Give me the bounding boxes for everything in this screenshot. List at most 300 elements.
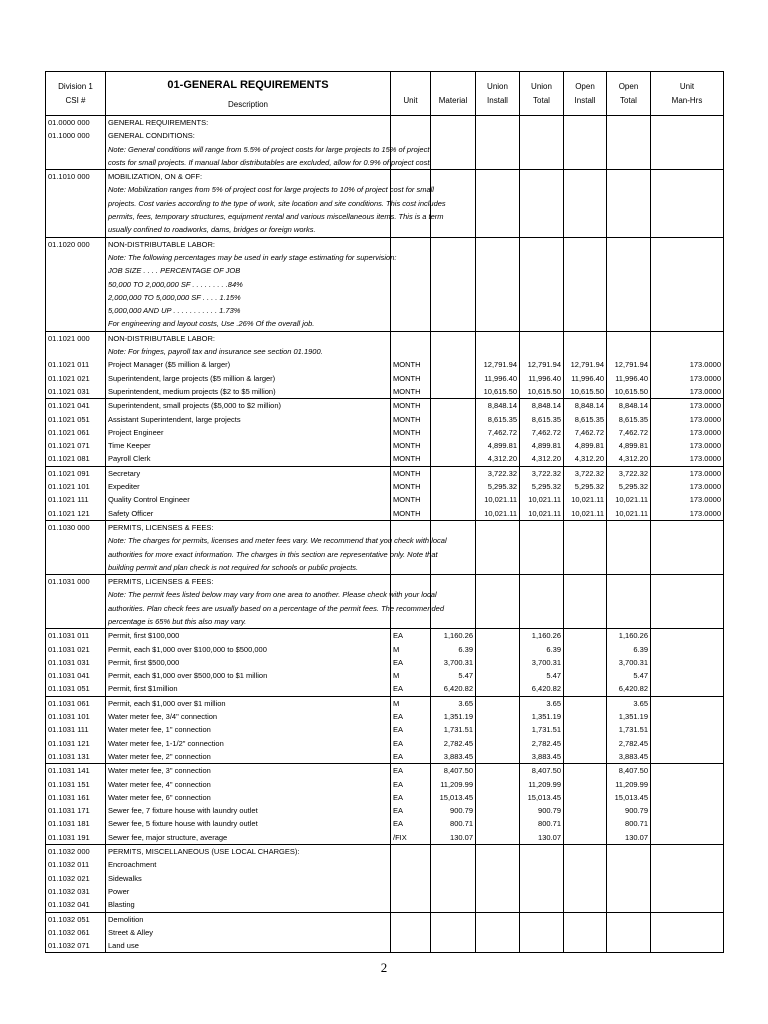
row-union-install bbox=[476, 845, 520, 859]
row-union-install bbox=[476, 251, 520, 264]
table-row bbox=[46, 493, 724, 506]
row-open-total: 5.47 bbox=[607, 669, 651, 682]
row-description: Sewer fee, major structure, average bbox=[106, 831, 391, 845]
table-row bbox=[46, 682, 724, 696]
row-csi: 01.1032 031 bbox=[46, 885, 106, 898]
row-material bbox=[431, 439, 476, 452]
row-open-install bbox=[564, 278, 607, 291]
row-csi: 01.1031 051 bbox=[46, 682, 106, 696]
row-unit bbox=[391, 520, 431, 534]
row-description: Demolition bbox=[106, 912, 391, 926]
row-material: 2,782.45 bbox=[431, 737, 476, 750]
row-union-total bbox=[520, 197, 564, 210]
row-open-install: 4,312.20 bbox=[564, 452, 607, 466]
row-description: Permit, first $100,000 bbox=[106, 629, 391, 643]
row-open-total bbox=[607, 304, 651, 317]
row-union-total: 15,013.45 bbox=[520, 791, 564, 804]
row-union-install: 10,615.50 bbox=[476, 385, 520, 399]
row-material: 1,160.26 bbox=[431, 629, 476, 643]
table-row bbox=[46, 439, 724, 452]
row-union-total bbox=[520, 210, 564, 223]
table-row bbox=[46, 778, 724, 791]
row-union-total bbox=[520, 304, 564, 317]
row-union-install bbox=[476, 317, 520, 331]
row-material: 15,013.45 bbox=[431, 791, 476, 804]
row-union-total: 12,791.94 bbox=[520, 358, 564, 371]
row-csi: 01.1032 061 bbox=[46, 926, 106, 939]
row-material bbox=[431, 116, 476, 130]
row-csi bbox=[46, 197, 106, 210]
row-material: 11,209.99 bbox=[431, 778, 476, 791]
row-union-install bbox=[476, 723, 520, 736]
row-man-hours bbox=[651, 615, 724, 629]
row-union-install bbox=[476, 682, 520, 696]
table-row bbox=[46, 939, 724, 953]
table-row bbox=[46, 210, 724, 223]
row-description: Expediter bbox=[106, 480, 391, 493]
row-unit bbox=[391, 926, 431, 939]
row-open-install: 10,021.11 bbox=[564, 507, 607, 521]
row-union-install: 8,848.14 bbox=[476, 399, 520, 413]
row-unit: EA bbox=[391, 791, 431, 804]
row-csi bbox=[46, 561, 106, 575]
row-csi: 01.1020 000 bbox=[46, 237, 106, 251]
table-row bbox=[46, 912, 724, 926]
row-man-hours bbox=[651, 223, 724, 237]
row-description: Note: The permit fees listed below may vary from one area to another. Please check with your local bbox=[106, 588, 391, 601]
row-man-hours bbox=[651, 143, 724, 156]
row-unit bbox=[391, 304, 431, 317]
row-man-hours bbox=[651, 912, 724, 926]
row-union-install bbox=[476, 858, 520, 871]
row-union-install bbox=[476, 778, 520, 791]
table-row bbox=[46, 385, 724, 399]
row-man-hours bbox=[651, 872, 724, 885]
row-csi: 01.1031 061 bbox=[46, 696, 106, 710]
table-row bbox=[46, 466, 724, 480]
row-union-total: 3,883.45 bbox=[520, 750, 564, 764]
row-unit: MONTH bbox=[391, 385, 431, 399]
row-open-install bbox=[564, 696, 607, 710]
row-union-total bbox=[520, 926, 564, 939]
row-csi: 01.1031 181 bbox=[46, 817, 106, 830]
row-csi bbox=[46, 183, 106, 196]
row-open-total bbox=[607, 143, 651, 156]
row-union-install bbox=[476, 197, 520, 210]
row-union-total: 1,160.26 bbox=[520, 629, 564, 643]
row-unit: EA bbox=[391, 817, 431, 830]
row-open-total bbox=[607, 291, 651, 304]
table-row bbox=[46, 426, 724, 439]
row-unit bbox=[391, 845, 431, 859]
row-union-total bbox=[520, 548, 564, 561]
row-union-install bbox=[476, 872, 520, 885]
row-material bbox=[431, 251, 476, 264]
row-unit: EA bbox=[391, 629, 431, 643]
row-unit: MONTH bbox=[391, 480, 431, 493]
row-open-total: 12,791.94 bbox=[607, 358, 651, 371]
row-open-install: 8,848.14 bbox=[564, 399, 607, 413]
row-man-hours bbox=[651, 251, 724, 264]
row-open-total: 1,731.51 bbox=[607, 723, 651, 736]
row-open-total bbox=[607, 197, 651, 210]
table-row bbox=[46, 372, 724, 385]
row-union-total: 10,021.11 bbox=[520, 507, 564, 521]
table-row bbox=[46, 129, 724, 142]
header-division: Division 1 CSI # bbox=[46, 72, 106, 116]
row-open-install bbox=[564, 643, 607, 656]
table-row bbox=[46, 170, 724, 184]
row-union-install bbox=[476, 223, 520, 237]
row-union-install bbox=[476, 561, 520, 575]
row-csi bbox=[46, 251, 106, 264]
row-description: Secretary bbox=[106, 466, 391, 480]
row-man-hours: 173.0000 bbox=[651, 413, 724, 426]
row-open-total bbox=[607, 345, 651, 358]
row-union-install bbox=[476, 791, 520, 804]
row-unit bbox=[391, 223, 431, 237]
row-union-total: 900.79 bbox=[520, 804, 564, 817]
row-unit: EA bbox=[391, 710, 431, 723]
row-description: PERMITS, LICENSES & FEES: bbox=[106, 520, 391, 534]
row-union-install bbox=[476, 304, 520, 317]
row-material bbox=[431, 358, 476, 371]
row-open-total: 900.79 bbox=[607, 804, 651, 817]
row-description: Note: The following percentages may be used in early stage estimating for supervision: bbox=[106, 251, 391, 264]
table-row bbox=[46, 317, 724, 331]
row-union-total bbox=[520, 534, 564, 547]
row-man-hours: 173.0000 bbox=[651, 426, 724, 439]
row-union-install bbox=[476, 750, 520, 764]
row-unit bbox=[391, 129, 431, 142]
row-open-total bbox=[607, 251, 651, 264]
row-open-install bbox=[564, 588, 607, 601]
page-number: 2 bbox=[380, 960, 388, 975]
row-unit bbox=[391, 858, 431, 871]
row-csi: 01.1032 051 bbox=[46, 912, 106, 926]
row-man-hours bbox=[651, 317, 724, 331]
row-man-hours bbox=[651, 885, 724, 898]
row-man-hours bbox=[651, 750, 724, 764]
table-row bbox=[46, 358, 724, 371]
row-open-total: 3.65 bbox=[607, 696, 651, 710]
table-row bbox=[46, 251, 724, 264]
row-man-hours bbox=[651, 210, 724, 223]
row-open-total: 6,420.82 bbox=[607, 682, 651, 696]
row-union-install: 5,295.32 bbox=[476, 480, 520, 493]
row-unit: /FIX bbox=[391, 831, 431, 845]
row-open-total bbox=[607, 885, 651, 898]
row-description: GENERAL REQUIREMENTS: bbox=[106, 116, 391, 130]
row-open-install bbox=[564, 669, 607, 682]
row-union-install bbox=[476, 534, 520, 547]
table-body bbox=[46, 116, 724, 953]
row-unit bbox=[391, 237, 431, 251]
row-man-hours: 173.0000 bbox=[651, 452, 724, 466]
row-description: For engineering and layout costs, Use .26% Of the overall job. bbox=[106, 317, 391, 331]
row-csi: 01.1021 000 bbox=[46, 331, 106, 345]
row-open-total bbox=[607, 872, 651, 885]
row-unit bbox=[391, 615, 431, 629]
row-csi: 01.1021 071 bbox=[46, 439, 106, 452]
table-row bbox=[46, 264, 724, 277]
row-material bbox=[431, 304, 476, 317]
row-description: authorities for more exact information. The charges in this section are representative only. Note that bbox=[106, 548, 391, 561]
table-row bbox=[46, 534, 724, 547]
row-union-install: 4,899.81 bbox=[476, 439, 520, 452]
row-open-install bbox=[564, 615, 607, 629]
table-row bbox=[46, 278, 724, 291]
row-open-total: 8,848.14 bbox=[607, 399, 651, 413]
row-open-install bbox=[564, 156, 607, 170]
row-unit bbox=[391, 872, 431, 885]
row-man-hours bbox=[651, 561, 724, 575]
row-union-install bbox=[476, 143, 520, 156]
row-unit: MONTH bbox=[391, 452, 431, 466]
table-row bbox=[46, 143, 724, 156]
row-unit bbox=[391, 251, 431, 264]
row-material bbox=[431, 426, 476, 439]
row-unit: M bbox=[391, 669, 431, 682]
row-open-install bbox=[564, 116, 607, 130]
row-union-total bbox=[520, 170, 564, 184]
row-open-total bbox=[607, 939, 651, 953]
table-row bbox=[46, 656, 724, 669]
row-man-hours: 173.0000 bbox=[651, 507, 724, 521]
row-description: 50,000 TO 2,000,000 SF . . . . . . . . .84% bbox=[106, 278, 391, 291]
row-union-install bbox=[476, 520, 520, 534]
row-open-install bbox=[564, 129, 607, 142]
row-open-total bbox=[607, 561, 651, 575]
table-row bbox=[46, 737, 724, 750]
row-open-install bbox=[564, 317, 607, 331]
row-union-install bbox=[476, 331, 520, 345]
row-open-total bbox=[607, 615, 651, 629]
row-man-hours: 173.0000 bbox=[651, 439, 724, 452]
row-unit: M bbox=[391, 696, 431, 710]
table-row bbox=[46, 399, 724, 413]
row-unit: EA bbox=[391, 723, 431, 736]
row-open-total bbox=[607, 602, 651, 615]
row-material: 5.47 bbox=[431, 669, 476, 682]
row-csi bbox=[46, 264, 106, 277]
row-man-hours bbox=[651, 197, 724, 210]
row-open-total: 130.07 bbox=[607, 831, 651, 845]
row-material bbox=[431, 575, 476, 589]
row-union-install: 12,791.94 bbox=[476, 358, 520, 371]
row-description: usually confined to roadworks, dams, bridges or foreign works. bbox=[106, 223, 391, 237]
row-man-hours bbox=[651, 520, 724, 534]
row-open-total: 15,013.45 bbox=[607, 791, 651, 804]
row-union-total bbox=[520, 223, 564, 237]
row-open-install: 5,295.32 bbox=[564, 480, 607, 493]
row-union-install bbox=[476, 615, 520, 629]
table-row bbox=[46, 696, 724, 710]
row-union-total: 130.07 bbox=[520, 831, 564, 845]
row-description: Permit, first $1million bbox=[106, 682, 391, 696]
row-union-total bbox=[520, 885, 564, 898]
row-union-install: 3,722.32 bbox=[476, 466, 520, 480]
row-union-install bbox=[476, 764, 520, 778]
row-open-install bbox=[564, 575, 607, 589]
row-man-hours bbox=[651, 939, 724, 953]
row-material bbox=[431, 615, 476, 629]
row-man-hours bbox=[651, 737, 724, 750]
row-description: Time Keeper bbox=[106, 439, 391, 452]
table-row bbox=[46, 183, 724, 196]
row-man-hours bbox=[651, 331, 724, 345]
row-unit: MONTH bbox=[391, 507, 431, 521]
table-row bbox=[46, 629, 724, 643]
row-material bbox=[431, 561, 476, 575]
row-union-total bbox=[520, 317, 564, 331]
row-union-total bbox=[520, 237, 564, 251]
row-union-total bbox=[520, 278, 564, 291]
row-man-hours: 173.0000 bbox=[651, 493, 724, 506]
table-row bbox=[46, 858, 724, 871]
row-open-total: 10,021.11 bbox=[607, 493, 651, 506]
row-union-install bbox=[476, 156, 520, 170]
row-man-hours: 173.0000 bbox=[651, 399, 724, 413]
row-material bbox=[431, 143, 476, 156]
row-open-install bbox=[564, 817, 607, 830]
row-description: authorities. Plan check fees are usually based on a percentage of the permit fees. The recommended bbox=[106, 602, 391, 615]
row-material: 1,351.19 bbox=[431, 710, 476, 723]
row-material: 6.39 bbox=[431, 643, 476, 656]
row-open-install: 4,899.81 bbox=[564, 439, 607, 452]
row-union-total bbox=[520, 156, 564, 170]
row-union-install bbox=[476, 831, 520, 845]
row-open-total bbox=[607, 156, 651, 170]
header-unit: Unit bbox=[391, 72, 431, 116]
row-union-install bbox=[476, 170, 520, 184]
row-csi: 01.1021 101 bbox=[46, 480, 106, 493]
row-open-total bbox=[607, 331, 651, 345]
row-description: Superintendent, small projects ($5,000 to $2 million) bbox=[106, 399, 391, 413]
row-union-install bbox=[476, 939, 520, 953]
table-row bbox=[46, 845, 724, 859]
row-unit: EA bbox=[391, 778, 431, 791]
header-open-total: Open Total bbox=[607, 72, 651, 116]
row-description: 5,000,000 AND UP . . . . . . . . . . . 1.73% bbox=[106, 304, 391, 317]
row-open-total: 10,021.11 bbox=[607, 507, 651, 521]
row-csi bbox=[46, 548, 106, 561]
row-union-total: 5.47 bbox=[520, 669, 564, 682]
row-material bbox=[431, 872, 476, 885]
row-material bbox=[431, 912, 476, 926]
row-csi bbox=[46, 304, 106, 317]
row-csi: 01.1010 000 bbox=[46, 170, 106, 184]
row-man-hours bbox=[651, 237, 724, 251]
row-csi bbox=[46, 291, 106, 304]
row-open-install bbox=[564, 548, 607, 561]
table-row bbox=[46, 831, 724, 845]
row-csi bbox=[46, 588, 106, 601]
row-csi: 01.1031 000 bbox=[46, 575, 106, 589]
row-union-total: 10,021.11 bbox=[520, 493, 564, 506]
row-material bbox=[431, 858, 476, 871]
header-row bbox=[46, 72, 724, 116]
row-open-total bbox=[607, 116, 651, 130]
row-material bbox=[431, 264, 476, 277]
row-open-total bbox=[607, 926, 651, 939]
row-description: NON-DISTRIBUTABLE LABOR: bbox=[106, 237, 391, 251]
row-man-hours bbox=[651, 845, 724, 859]
row-unit bbox=[391, 264, 431, 277]
row-unit: EA bbox=[391, 804, 431, 817]
row-csi bbox=[46, 156, 106, 170]
row-material bbox=[431, 278, 476, 291]
row-description: PERMITS, LICENSES & FEES: bbox=[106, 575, 391, 589]
table-row bbox=[46, 561, 724, 575]
row-csi: 01.1031 111 bbox=[46, 723, 106, 736]
row-union-total: 11,209.99 bbox=[520, 778, 564, 791]
row-description: Sewer fee, 5 fixture house with laundry outlet bbox=[106, 817, 391, 830]
row-material bbox=[431, 291, 476, 304]
table-row bbox=[46, 817, 724, 830]
row-open-total: 3,722.32 bbox=[607, 466, 651, 480]
row-union-install bbox=[476, 183, 520, 196]
row-description: Note: For fringes, payroll tax and insurance see section 01.1900. bbox=[106, 345, 391, 358]
row-man-hours: 173.0000 bbox=[651, 372, 724, 385]
row-material bbox=[431, 399, 476, 413]
header-title: 01-GENERAL REQUIREMENTS Description bbox=[106, 72, 391, 116]
row-material bbox=[431, 237, 476, 251]
row-csi: 01.1032 011 bbox=[46, 858, 106, 871]
table-row bbox=[46, 926, 724, 939]
row-open-total bbox=[607, 575, 651, 589]
row-open-install bbox=[564, 629, 607, 643]
row-open-install bbox=[564, 764, 607, 778]
row-description: Water meter fee, 3" connection bbox=[106, 764, 391, 778]
row-open-total: 11,996.40 bbox=[607, 372, 651, 385]
row-description: Note: General conditions will range from 5.5% of project costs for large projects to 15% of project bbox=[106, 143, 391, 156]
table-row bbox=[46, 507, 724, 521]
row-material bbox=[431, 507, 476, 521]
row-man-hours bbox=[651, 723, 724, 736]
row-open-total: 1,351.19 bbox=[607, 710, 651, 723]
header-open-install: Open Install bbox=[564, 72, 607, 116]
row-man-hours bbox=[651, 682, 724, 696]
table-row bbox=[46, 764, 724, 778]
row-open-total: 7,462.72 bbox=[607, 426, 651, 439]
row-material bbox=[431, 223, 476, 237]
row-man-hours: 173.0000 bbox=[651, 466, 724, 480]
row-union-total: 6,420.82 bbox=[520, 682, 564, 696]
row-description: Superintendent, medium projects ($2 to $5 million) bbox=[106, 385, 391, 399]
row-man-hours bbox=[651, 656, 724, 669]
row-union-total: 3,700.31 bbox=[520, 656, 564, 669]
row-unit bbox=[391, 331, 431, 345]
row-unit: MONTH bbox=[391, 426, 431, 439]
table-row bbox=[46, 223, 724, 237]
row-material bbox=[431, 413, 476, 426]
row-man-hours bbox=[651, 588, 724, 601]
row-unit bbox=[391, 345, 431, 358]
row-unit: MONTH bbox=[391, 413, 431, 426]
row-material bbox=[431, 939, 476, 953]
row-man-hours bbox=[651, 575, 724, 589]
row-open-total: 4,899.81 bbox=[607, 439, 651, 452]
row-union-total bbox=[520, 858, 564, 871]
row-man-hours bbox=[651, 926, 724, 939]
row-csi: 01.1021 111 bbox=[46, 493, 106, 506]
row-csi: 01.1032 000 bbox=[46, 845, 106, 859]
row-unit: EA bbox=[391, 764, 431, 778]
row-csi: 01.1032 041 bbox=[46, 898, 106, 912]
row-union-install bbox=[476, 885, 520, 898]
row-material: 8,407.50 bbox=[431, 764, 476, 778]
